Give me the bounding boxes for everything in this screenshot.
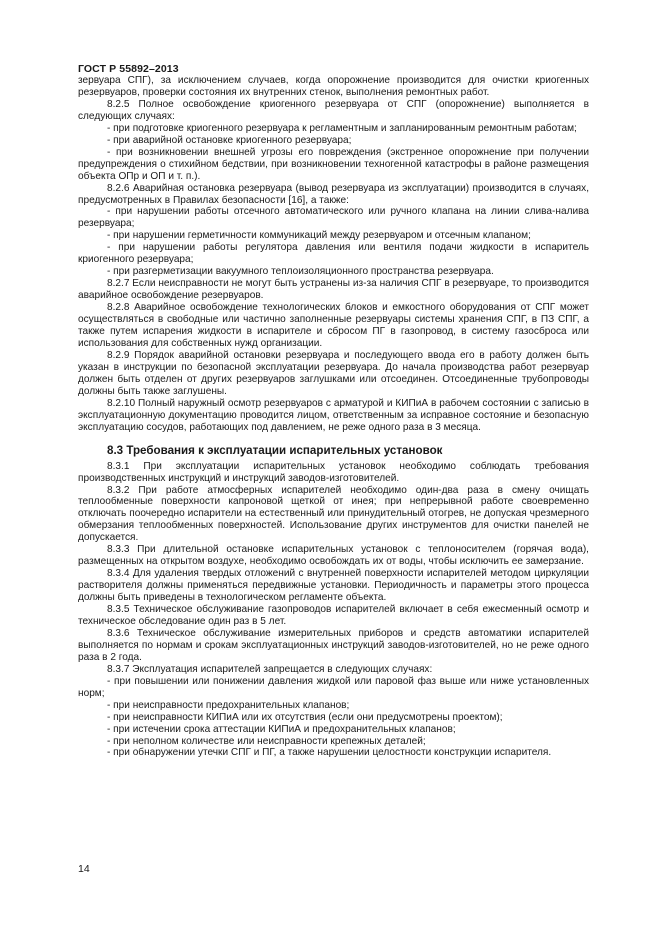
list-item: - при аварийной остановке криогенного резервуара; xyxy=(107,134,352,146)
list-item: - при неполном количестве или неисправности крепежных деталей; xyxy=(107,735,426,747)
paragraph: 8.3.2 При работе атмосферных испарителей необходимо один-два раза в смену очищать теплообменные поверхности капроновой щеткой от инея; при непрерывной работе своевременно отключать поочередно испарители на естественный или принудительный отогрев, не допуская чрезмерного обмерзания теплообменных поверхностей. Использование других инструментов для очистки панелей не допускается. xyxy=(78,484,589,544)
paragraph: 8.3.6 Техническое обслуживание измерительных приборов и средств автоматики испарителей выполняется по нормам и срокам эксплуатационных инструкций заводов-изготовителей, но не реже одного раза в 2 года. xyxy=(78,627,589,663)
paragraph: 8.3.4 Для удаления твердых отложений с внутренней поверхности испарителей методом циркуляции растворителя должны применяться передвижные установки. Периодичность и параметры этого процесса должны быть приведены в технологическом регламенте объекта. xyxy=(78,568,589,604)
list-item: - при истечении срока аттестации КИПиА и предохранительных клапанов; xyxy=(107,723,456,735)
paragraph: 8.2.5 Полное освобождение криогенного резервуара от СПГ (опорожнение) выполняется в следующих случаях: xyxy=(78,98,589,122)
section-8-3-body xyxy=(78,461,589,760)
document-body xyxy=(78,75,589,759)
page-number: 14 xyxy=(78,863,90,875)
paragraph: 8.2.9 Порядок аварийной остановки резервуара и последующего ввода его в работу должен быть указан в инструкции по безопасной эксплуатации резервуара. До начала производства работ резервуар должен быть отделен от других резервуаров заглушками или отсоединен. Отсоединенные трубопроводы должны быть также заглушены. xyxy=(78,349,589,397)
paragraph: 8.3.1 При эксплуатации испарительных установок необходимо соблюдать требования производственных инструкций и инструкций заводов-изготовителей. xyxy=(78,460,589,484)
paragraph: зервуара СПГ), за исключением случаев, когда опорожнение производится для очистки криогенных резервуаров, проверки состояния их внутренних стенок, выполнения ремонтных работ. xyxy=(78,75,589,98)
list-item: - при разгерметизации вакуумного теплоизоляционного пространства резервуара. xyxy=(107,266,494,278)
list-item: - при подготовке криогенного резервуара к регламентным и запланированным ремонтным работам; xyxy=(107,122,577,134)
list-item: - при нарушении работы регулятора давления или вентиля подачи жидкости в испаритель криогенного резервуара; xyxy=(78,242,589,266)
paragraph: 8.2.8 Аварийное освобождение технологических блоков и емкостного оборудования от СПГ может осуществляться в свободные или частично заполненные резервуары системы хранения СПГ, в ПЗ СПГ, а также путем испарения жидкости в испарителе и сбросом ПГ в газопровод, в систему газосброса или использования для собственных нужд организации. xyxy=(78,302,589,349)
list-item: - при обнаружении утечки СПГ и ПГ, а также нарушении целостности конструкции испарителя. xyxy=(107,747,552,759)
paragraph: 8.3.7 Эксплуатация испарителей запрещается в следующих случаях: xyxy=(107,663,433,675)
standard-header: ГОСТ Р 55892–2013 xyxy=(78,63,179,75)
paragraph: 8.2.7 Если неисправности не могут быть устранены из-за наличия СПГ в резервуаре, то производится аварийное освобождение резервуаров. xyxy=(78,278,589,302)
paragraph: 8.3.3 При длительной остановке испарительных установок с теплоносителем (горячая вода), размещенных на открытом воздухе, необходимо освобождать их от воды, чтобы исключить ее замерзание. xyxy=(78,544,589,568)
section-heading-8-3: 8.3 Требования к эксплуатации испарительных установок xyxy=(107,443,443,457)
paragraph: 8.2.10 Полный наружный осмотр резервуаров с арматурой и КИПиА в рабочем состоянии с записью в эксплуатационную документацию проводится лицом, ответственным за исправное состояние и безопасную эксплуатацию сосудов, работающих под давлением, не реже одного раза в 3 месяца. xyxy=(78,397,589,433)
list-item: - при неисправности предохранительных клапанов; xyxy=(107,699,350,711)
list-item: - при повышении или понижении давления жидкой или паровой фаз выше или ниже установленных норм; xyxy=(78,675,589,699)
paragraph: 8.3.5 Техническое обслуживание газопроводов испарителей включает в себя ежесменный осмотр и техническое обследование один раз в 5 лет. xyxy=(78,604,589,627)
section-8-2-continuation xyxy=(78,75,589,434)
list-item: - при нарушении герметичности коммуникаций между резервуаром и отсечным клапаном; xyxy=(107,230,531,242)
list-item: - при нарушении работы отсечного автоматического или ручного клапана на линии слива-налива резервуара; xyxy=(78,206,589,230)
list-item: - при возникновении внешней угрозы его повреждения (экстренное опорожнение при получении предупреждения о стихийном бедствии, при возникновении техногенной катастрофы в районе размещения объекта ОПр и ОП и т. п.). xyxy=(78,146,589,182)
paragraph: 8.2.6 Аварийная остановка резервуара (вывод резервуара из эксплуатации) производится в случаях, предусмотренных в Правилах безопасности [16], а также: xyxy=(78,182,589,206)
list-item: - при неисправности КИПиА или их отсутствия (если они предусмотрены проектом); xyxy=(107,711,503,723)
